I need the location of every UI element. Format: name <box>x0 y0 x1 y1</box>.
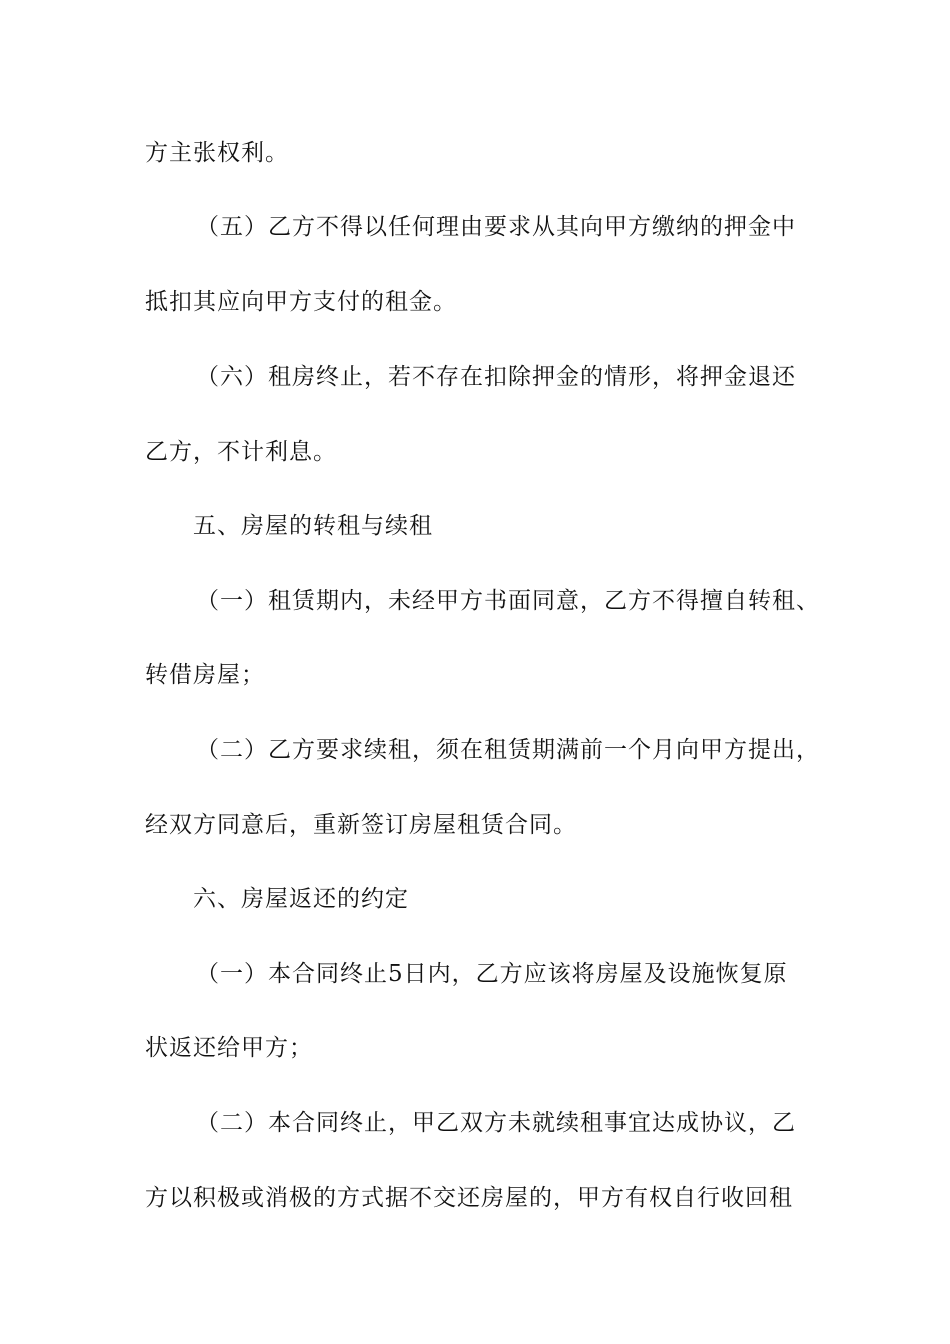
clause-6-1-continuation: 状返还给甲方； <box>145 1035 313 1061</box>
clause-5-2-continuation: 经双方同意后，重新签订房屋租赁合同。 <box>145 812 577 838</box>
clause-6-2-continuation: 方以积极或消极的方式据不交还房屋的，甲方有权自行收回租 <box>145 1185 793 1211</box>
clause-4-6-continuation: 乙方，不计利息。 <box>145 439 337 465</box>
clause-5-2-start: （二）乙方要求续租，须在租赁期满前一个月向甲方提出， <box>196 737 820 763</box>
section-heading-5: 五、房屋的转租与续租 <box>193 513 433 539</box>
paragraph-continuation: 方主张权利。 <box>145 140 289 166</box>
clause-5-1-continuation: 转借房屋； <box>145 662 265 688</box>
clause-4-5-start: （五）乙方不得以任何理由要求从其向甲方缴纳的押金中 <box>196 214 796 240</box>
clause-6-1-start: （一）本合同终止5日内，乙方应该将房屋及设施恢复原 <box>196 961 788 987</box>
section-heading-6: 六、房屋返还的约定 <box>193 886 409 912</box>
clause-5-1-start: （一）租赁期内，未经甲方书面同意，乙方不得擅自转租、 <box>196 588 820 614</box>
clause-4-5-continuation: 抵扣其应向甲方支付的租金。 <box>145 289 457 315</box>
clause-6-2-start: （二）本合同终止，甲乙双方未就续租事宜达成协议，乙 <box>196 1110 796 1136</box>
clause-4-6-start: （六）租房终止，若不存在扣除押金的情形，将押金退还 <box>196 364 796 390</box>
